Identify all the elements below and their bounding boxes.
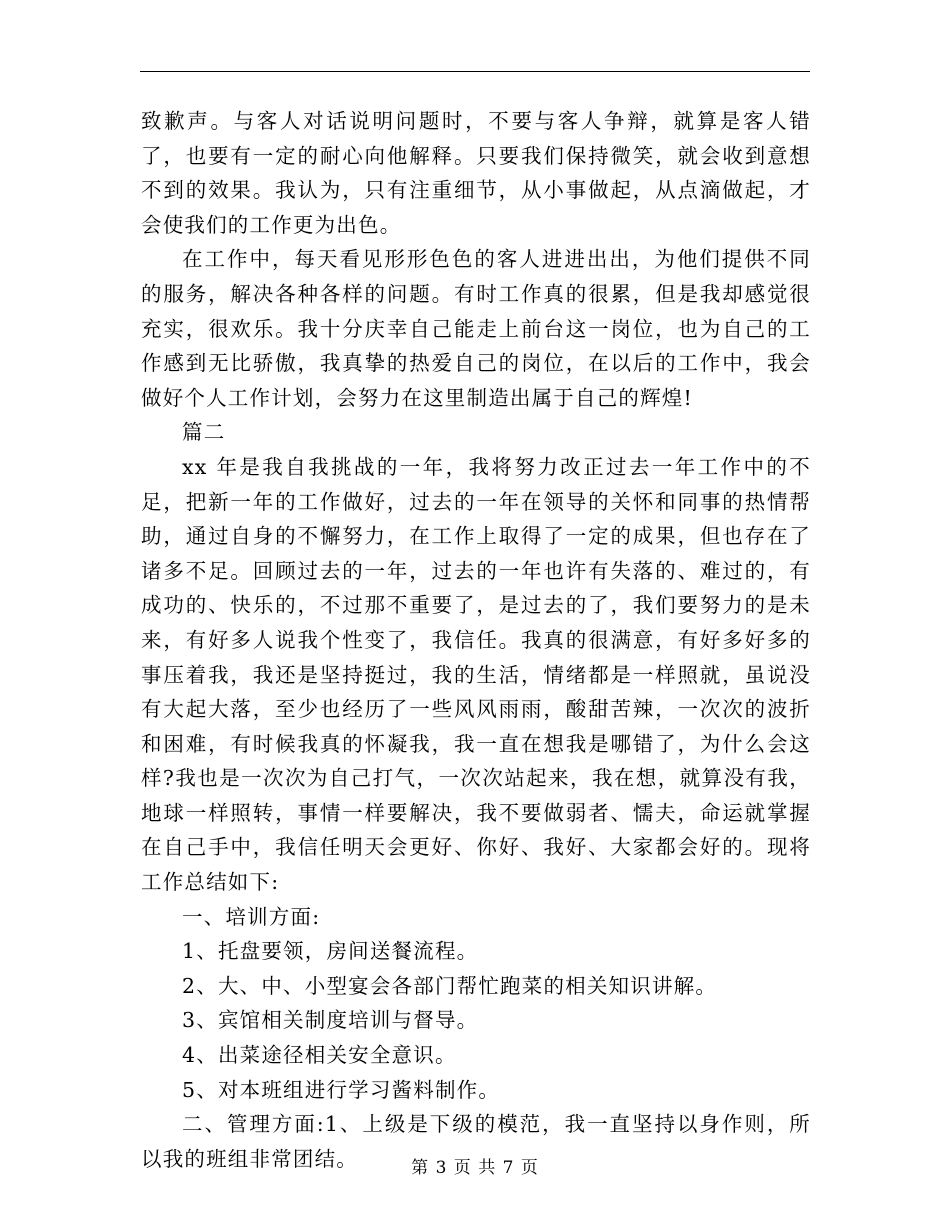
list-heading: 一、培训方面: <box>182 904 321 929</box>
list-item: 3、宾馆相关制度培训与督导。 <box>182 1008 479 1033</box>
page-footer: 第 3 页 共 7 页 <box>411 1158 539 1178</box>
list-item: 1、托盘要领，房间送餐流程。 <box>182 939 479 964</box>
document-body <box>141 104 811 1176</box>
paragraph: 在工作中，每天看见形形色色的客人进进出出，为他们提供不同的服务，解决各种各样的问题。有时工作真的很累，但是我却感觉很充实，很欢乐。我十分庆幸自己能走上前台这一岗位，也为自己的工作感到无比骄傲，我真挚的热爱自己的岗位，在以后的工作中，我会做好个人工作计划，会努力在这里制造出属于自己的辉煌! <box>141 247 811 410</box>
list-item: 5、对本班组进行学习酱料制作。 <box>182 1077 501 1102</box>
list-item: 4、出菜途径相关安全意识。 <box>182 1043 457 1068</box>
paragraph: 致歉声。与客人对话说明问题时，不要与客人争辩，就算是客人错了，也要有一定的耐心向他解释。只要我们保持微笑，就会收到意想不到的效果。我认为，只有注重细节，从小事做起，从点滴做起，才会使我们的工作更为出色。 <box>141 109 811 237</box>
paragraph: 二、管理方面:1、上级是下级的模范，我一直坚持以身作则，所以我的班组非常团结。 <box>141 1112 811 1171</box>
paragraph: xx 年是我自我挑战的一年，我将努力改正过去一年工作中的不足，把新一年的工作做好，过去的一年在领导的关怀和同事的热情帮助，通过自身的不懈努力，在工作上取得了一定的成果，但也存在了诸多不足。回顾过去的一年，过去的一年也许有失落的、难过的，有成功的、快乐的，不过那不重要了，是过去的了，我们要努力的是未来，有好多人说我个性变了，我信任。我真的很满意，有好多好多的事压着我，我还是坚持挺过，我的生活，情绪都是一样照就，虽说没有大起大落，至少也经历了一些风风雨雨，酸甜苦辣，一次次的波折和困难，有时候我真的怀凝我，我一直在想我是哪错了，为什么会这样?我也是一次次为自己打气，一次次站起来，我在想，就算没有我，地球一样照转，事情一样要解决，我不要做弱者、懦夫，命运就掌握在自己手中，我信任明天会更好、你好、我好、大家都会好的。现将工作总结如下: <box>141 454 811 895</box>
header-rule <box>140 71 810 72</box>
list-item: 2、大、中、小型宴会各部门帮忙跑菜的相关知识讲解。 <box>182 973 718 998</box>
section-heading: 篇二 <box>182 420 226 445</box>
